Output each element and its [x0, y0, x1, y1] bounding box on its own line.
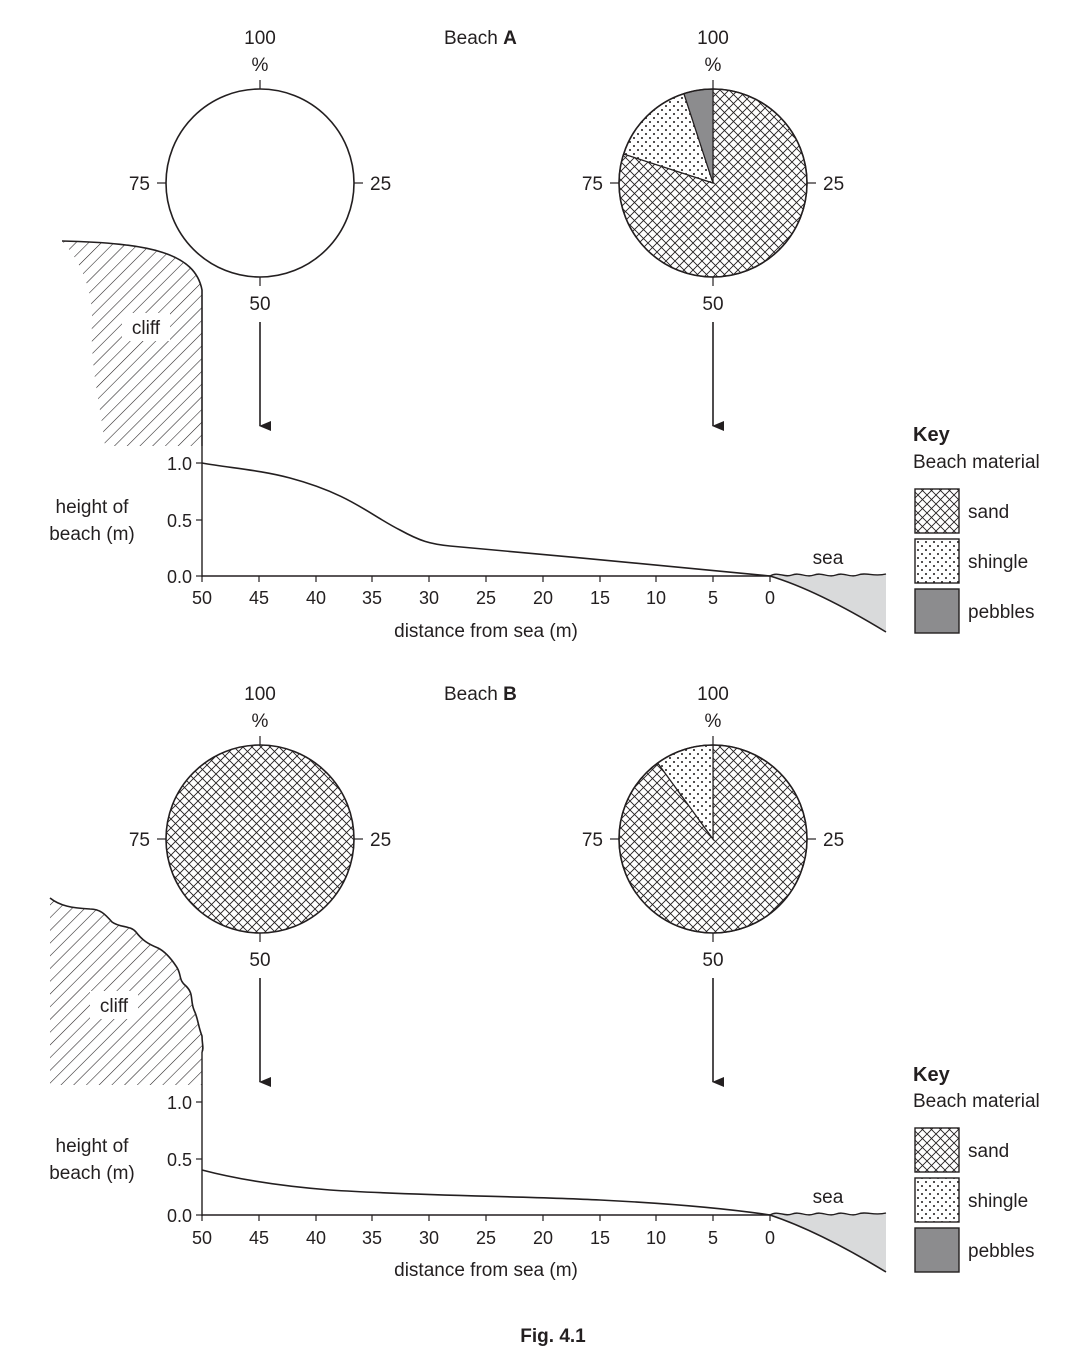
- key: [913, 1064, 1040, 1272]
- y-axis-label-line2: beach (m): [49, 1163, 135, 1184]
- pie-label-25: 25: [823, 830, 845, 851]
- pie-label-percent: %: [251, 711, 269, 732]
- y-tick-label: 1.0: [166, 454, 192, 474]
- x-axis-label: distance from sea (m): [394, 621, 578, 642]
- x-tick-label: 35: [361, 1228, 383, 1248]
- x-ticks: [192, 1215, 775, 1248]
- key-swatch-pebbles: [915, 1228, 959, 1272]
- x-tick-label: 20: [532, 1228, 554, 1248]
- x-tick-label: 45: [248, 1228, 270, 1248]
- pie-label-100: 100: [697, 684, 729, 705]
- key-label-shingle: shingle: [968, 1191, 1029, 1212]
- sea-label: sea: [812, 548, 844, 569]
- beach-a-title: Beach A: [444, 28, 517, 49]
- x-tick-label: 10: [645, 1228, 667, 1248]
- pie-label-25: 25: [370, 174, 392, 195]
- key-label-shingle: shingle: [968, 552, 1029, 573]
- key-subtitle: Beach material: [913, 452, 1040, 473]
- x-axis-label: distance from sea (m): [394, 1260, 578, 1281]
- beach-b-panel: [49, 684, 1040, 1281]
- key-label-pebbles: pebbles: [968, 602, 1035, 623]
- key-swatch-sand: [915, 489, 959, 533]
- pie-label-75: 75: [128, 830, 150, 851]
- x-tick-label: 30: [418, 1228, 440, 1248]
- pie-label-100: 100: [244, 28, 276, 49]
- key-title: Key: [913, 424, 950, 446]
- y-axis-label-line1: height of: [55, 1136, 129, 1157]
- cliff-hatch: [62, 241, 202, 446]
- y-ticks: [167, 1093, 202, 1226]
- key-swatch-shingle: [915, 1178, 959, 1222]
- pie-label-100: 100: [697, 28, 729, 49]
- beach-b-pie-2: [582, 684, 844, 1082]
- x-tick-label: 40: [305, 588, 327, 608]
- pie-label-25: 25: [823, 174, 845, 195]
- cliff-label: cliff: [99, 996, 129, 1017]
- key-label-sand: sand: [968, 502, 1010, 523]
- y-tick-label: 1.0: [166, 1093, 192, 1113]
- y-tick-label: 0.5: [166, 1150, 192, 1170]
- x-tick-label: 30: [418, 588, 440, 608]
- key-swatch-shingle: [915, 539, 959, 583]
- x-tick-label: 15: [589, 588, 611, 608]
- x-tick-label: 50: [191, 588, 213, 608]
- pie-slice-sand: [166, 745, 354, 933]
- x-tick-label: 40: [305, 1228, 327, 1248]
- pie-label-75: 75: [581, 830, 603, 851]
- pie-circle: [166, 89, 354, 277]
- y-tick-label: 0.5: [166, 511, 192, 531]
- x-tick-label: 15: [589, 1228, 611, 1248]
- pie-label-50: 50: [249, 950, 271, 971]
- x-tick-label: 25: [475, 588, 497, 608]
- beach-a-pie-2: [582, 28, 844, 426]
- x-tick-label: 50: [191, 1228, 213, 1248]
- x-tick-label: 20: [532, 588, 554, 608]
- cliff-label: cliff: [131, 318, 161, 339]
- x-tick-label: 10: [645, 588, 667, 608]
- pie-label-percent: %: [704, 711, 722, 732]
- y-tick-label: 0.0: [166, 1206, 192, 1226]
- pie-label-50: 50: [702, 950, 724, 971]
- x-tick-label: 25: [475, 1228, 497, 1248]
- key-title: Key: [913, 1064, 950, 1086]
- pie-label-75: 75: [128, 174, 150, 195]
- x-tick-label: 0: [764, 1228, 776, 1248]
- figure-caption: Fig. 4.1: [520, 1326, 586, 1347]
- beach-profile-line: [202, 463, 770, 576]
- key-label-sand: sand: [968, 1141, 1010, 1162]
- y-axis-label-line1: height of: [55, 497, 129, 518]
- x-ticks: [192, 576, 775, 608]
- x-tick-label: 0: [764, 588, 776, 608]
- y-ticks: [167, 454, 202, 587]
- beach-b-title: Beach B: [444, 684, 517, 705]
- beach-profile-line: [202, 1170, 770, 1215]
- x-tick-label: 5: [707, 1228, 719, 1248]
- key-subtitle: Beach material: [913, 1091, 1040, 1112]
- pie-label-75: 75: [581, 174, 603, 195]
- pie-label-percent: %: [704, 55, 722, 76]
- key: [913, 424, 1040, 633]
- pie-label-50: 50: [249, 294, 271, 315]
- pie-label-100: 100: [244, 684, 276, 705]
- x-tick-label: 35: [361, 588, 383, 608]
- x-tick-label: 45: [248, 588, 270, 608]
- pie-label-percent: %: [251, 55, 269, 76]
- x-tick-label: 5: [707, 588, 719, 608]
- pie-label-50: 50: [702, 294, 724, 315]
- pie-label-25: 25: [370, 830, 392, 851]
- key-swatch-sand: [915, 1128, 959, 1172]
- y-axis-label-line2: beach (m): [49, 524, 135, 545]
- key-label-pebbles: pebbles: [968, 1241, 1035, 1262]
- key-swatch-pebbles: [915, 589, 959, 633]
- y-tick-label: 0.0: [166, 567, 192, 587]
- beach-a-panel: [49, 28, 1040, 642]
- sea-label: sea: [812, 1187, 844, 1208]
